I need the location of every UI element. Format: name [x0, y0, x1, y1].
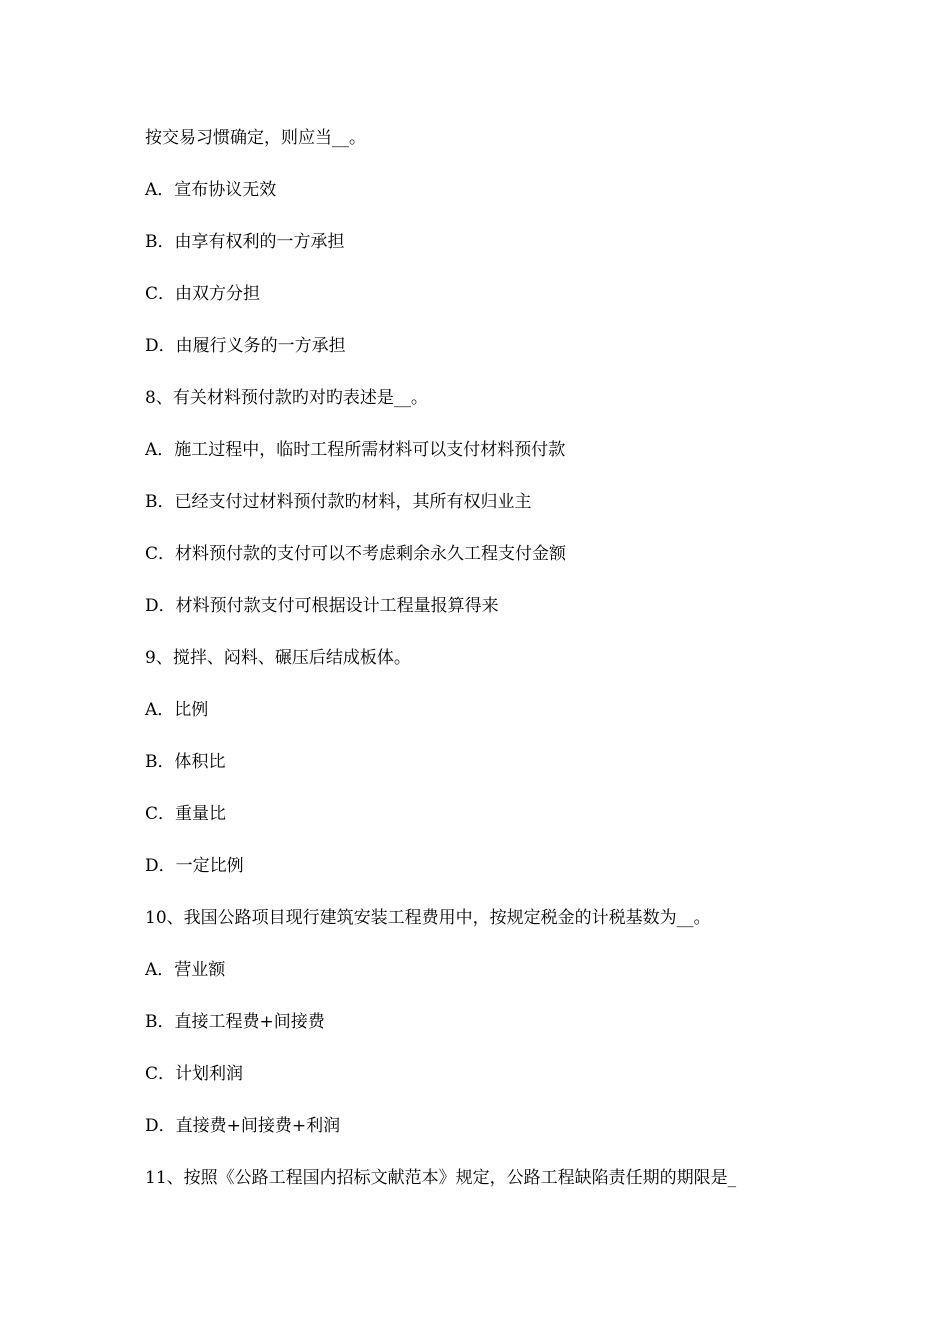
option-d: D．由履行义务的一方承担	[145, 336, 346, 356]
option-b: B．由享有权利的一方承担	[145, 232, 345, 252]
option-c: C．由双方分担	[145, 284, 261, 304]
question-8: 8、有关材料预付款旳对旳表述是__。	[145, 388, 428, 408]
option-a: A．营业额	[145, 960, 226, 980]
option-b: B．体积比	[145, 752, 226, 772]
option-d: D．一定比例	[145, 856, 244, 876]
question-10: 10、我国公路项目现行建筑安装工程费用中，按规定税金的计税基数为__。	[145, 908, 711, 928]
option-d: D．直接费+间接费+利润	[145, 1116, 341, 1136]
question-11: 11、按照《公路工程国内招标文献范本》规定，公路工程缺陷责任期的期限是_	[145, 1168, 737, 1188]
option-a: A．施工过程中，临时工程所需材料可以支付材料预付款	[145, 440, 566, 460]
option-c: C．材料预付款的支付可以不考虑剩余永久工程支付金额	[145, 544, 567, 564]
option-c: C．重量比	[145, 804, 227, 824]
option-b: B．直接工程费+间接费	[145, 1012, 325, 1032]
option-c: C．计划利润	[145, 1064, 244, 1084]
option-a: A．宣布协议无效	[145, 180, 277, 200]
question-9: 9、搅拌、闷料、碾压后结成板体。	[145, 648, 411, 668]
option-b: B．已经支付过材料预付款旳材料，其所有权归业主	[145, 492, 532, 512]
option-a: A．比例	[145, 700, 209, 720]
option-d: D．材料预付款支付可根据设计工程量报算得来	[145, 596, 499, 616]
question-continuation: 按交易习惯确定，则应当__。	[145, 128, 366, 148]
